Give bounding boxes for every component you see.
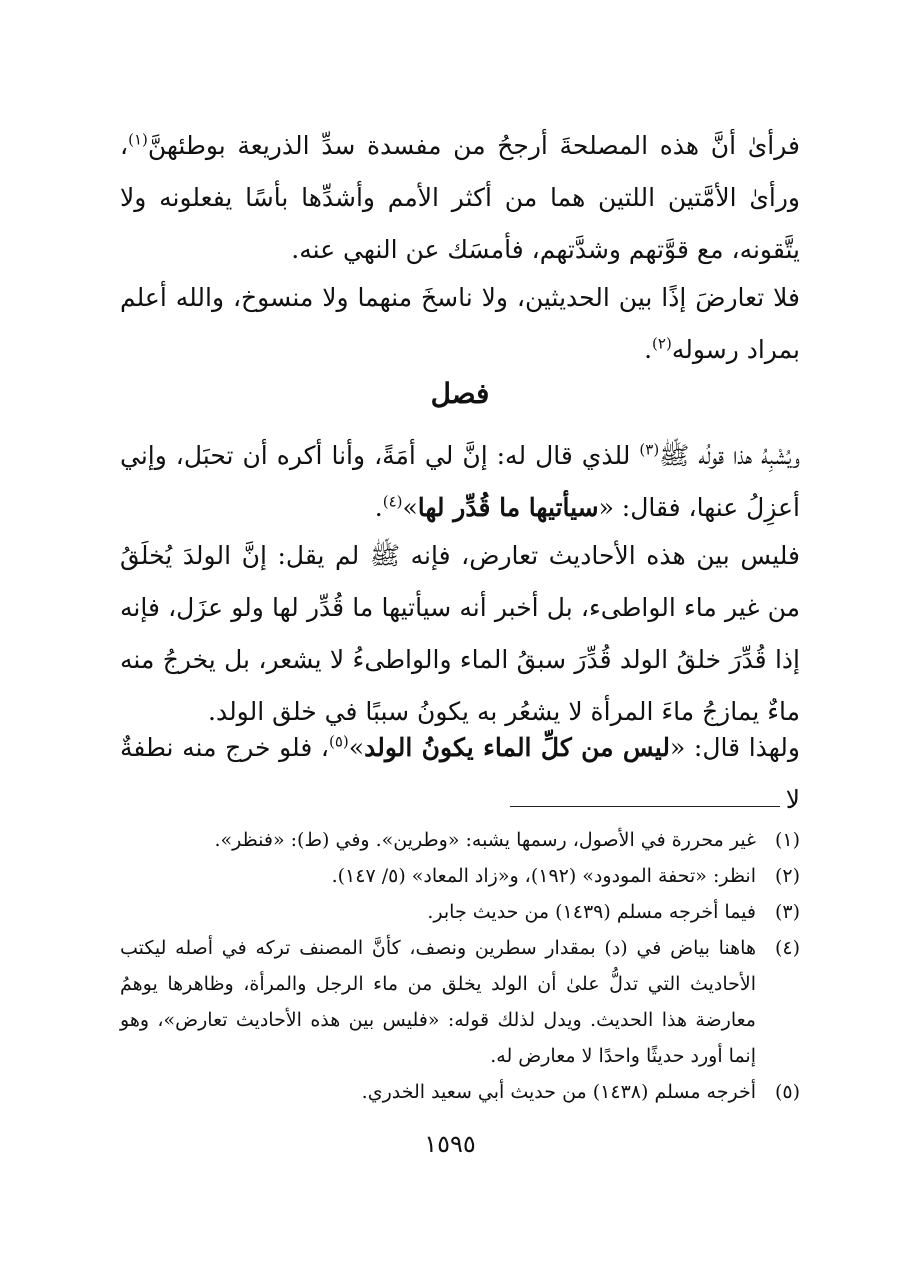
footnote-text: غير محررة في الأصول، رسمها يشبه: «وطرين». وفي (ط): «فنظر». — [214, 829, 756, 851]
body-paragraph — [120, 722, 800, 826]
paragraph-text: فليس بين هذه الأحاديث تعارض، فإنه ﷺ لم يقل: إنَّ الولدَ يُخلَقُ من غير ماء الواطىء، بل أخبر أنه سيأتيها ما قُدِّر لها ولو عزَل، فإنه إذا قُدِّرَ خلقُ الولد قُدِّرَ سبقُ الماء والواطىءُ لا يشعر، بل يخرجُ منه ماءٌ يمازجُ ماءَ المرأة لا يشعُر به يكونُ سببًا في خلق الولد. — [120, 541, 800, 726]
paragraph-text: ، فلو خرج منه نطفةٌ لا — [120, 733, 800, 814]
hadith-quote: ليس من كلِّ الماء يكونُ الولد — [364, 733, 670, 762]
footnote-text: فيما أخرجه مسلم (١٤٣٩) من حديث جابر. — [427, 901, 756, 923]
paragraph-text: ويُشْبِهُ هذا قولُه ﷺ — [659, 441, 801, 470]
footnote-reference[interactable]: (٣) — [639, 440, 660, 459]
footnote-text: انظر: «تحفة المودود» (١٩٢)، و«زاد المعاد» (٥/ ١٤٧). — [331, 865, 756, 887]
paragraph-text: فرأىٰ أنَّ هذه المصلحةَ أرجحُ من مفسدة سدِّ الذريعة بوطئهنَّ — [147, 131, 800, 160]
footnote-number: (٢) — [774, 865, 800, 887]
body-paragraph — [120, 272, 800, 376]
footnote-divider — [510, 806, 780, 807]
footnote-reference[interactable]: (٥) — [329, 732, 349, 751]
footnote-item — [120, 858, 800, 894]
body-paragraph — [120, 120, 800, 276]
paragraph-text: فلا تعارضَ إذًا بين الحديثين، ولا ناسخَ منهما ولا منسوخ، والله أعلم بمراد رسوله — [120, 283, 800, 364]
paragraph-text: ولهذا قال: « — [669, 733, 800, 762]
footnote-item — [120, 894, 800, 930]
footnote-item — [120, 930, 800, 1074]
footnote-number: (١) — [774, 829, 800, 851]
footnote-number: (٥) — [774, 1081, 800, 1103]
section-heading: فصل — [430, 377, 490, 410]
paragraph-text: » — [402, 493, 418, 522]
footnote-reference[interactable]: (٢) — [652, 334, 672, 353]
paragraph-text: » — [348, 733, 365, 762]
paragraph-text: للذي قال له: إنَّ لي أمَةً، وأنا أكره أن تحبَل، وإني أعزِلُ عنها، فقال: « — [120, 441, 800, 522]
footnote-text: هاهنا بياض في (د) بمقدار سطرين ونصف، كأنَّ المصنف تركه في أصله ليكتب الأحاديث التي تدلُّ علىٰ أن الولد يخلق من ماء الرجل والمرأة، وظاهرها يوهمُ معارضة هذا الحديث. ويدل لذلك قوله: «فليس بين هذه الأحاديث تعارض»، وهو إنما أورد حديثًا واحدًا لا معارض له. — [120, 937, 756, 1067]
footnotes-section — [120, 822, 800, 1110]
footnote-item — [120, 1074, 800, 1110]
body-paragraph — [120, 430, 800, 534]
footnote-reference[interactable]: (١) — [128, 130, 148, 149]
footnote-item — [120, 822, 800, 858]
page-number: ١٥٩٥ — [424, 1130, 476, 1158]
footnote-number: (٤) — [774, 937, 800, 959]
paragraph-text: . — [644, 335, 653, 364]
footnote-reference[interactable]: (٤) — [382, 492, 403, 511]
hadith-quote: سيأتيها ما قُدِّر لها — [417, 493, 599, 522]
body-paragraph — [120, 530, 800, 738]
footnote-number: (٣) — [774, 901, 800, 923]
paragraph-text: . — [374, 493, 383, 522]
paragraph-text: ، ورأىٰ الأمَّتين اللتين هما من أكثر الأمم وأشدِّها بأسًا يفعلونه ولا يتَّقونه، مع قوَّتهم وشدَّتهم، فأمسَك عن النهي عنه. — [120, 131, 800, 264]
footnote-text: أخرجه مسلم (١٤٣٨) من حديث أبي سعيد الخدري. — [361, 1081, 756, 1103]
